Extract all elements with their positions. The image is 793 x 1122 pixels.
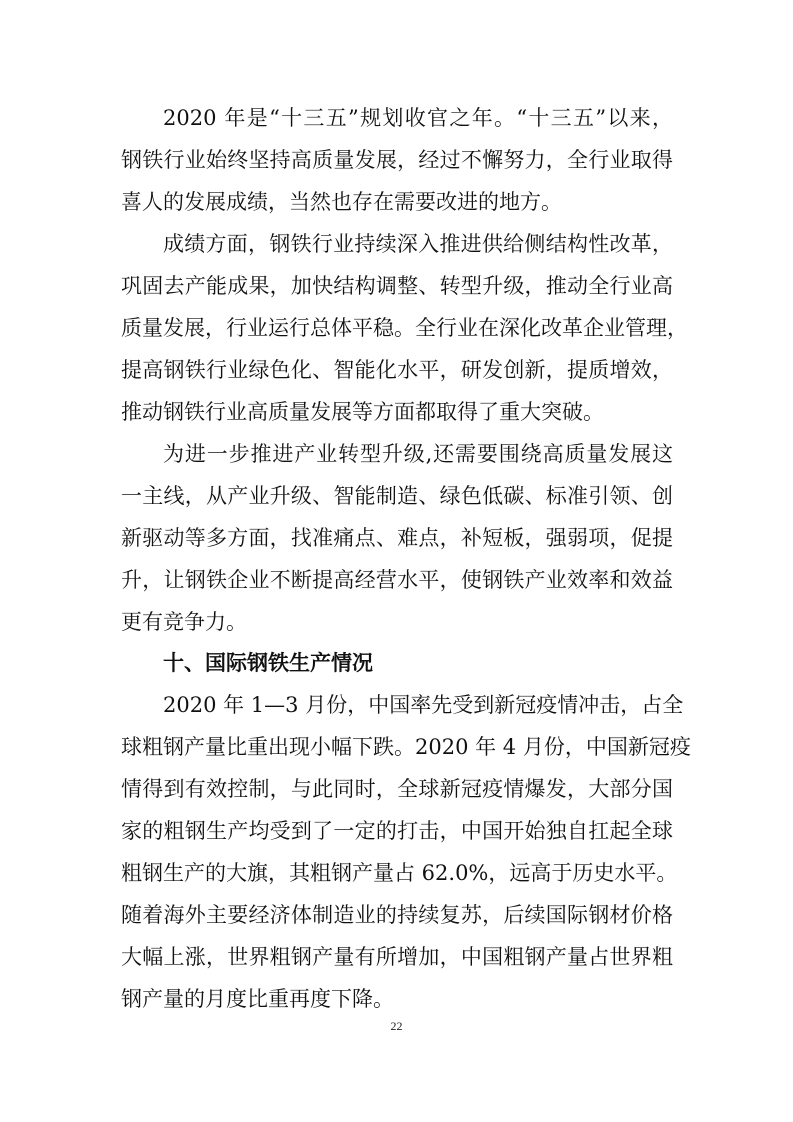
page-number: 22 — [390, 1019, 403, 1033]
section-paragraph-line-5: 粗钢生产的大旗，其粗钢产量占 62.0%，远高于历史水平。 — [121, 861, 678, 885]
paragraph-3-line-1: 为进一步推进产业转型升级,还需要围绕高质量发展这 — [163, 442, 673, 466]
paragraph-3-line-3: 新驱动等多方面，找准痛点、难点，补短板，强弱项，促提 — [121, 526, 673, 550]
paragraph-2-line-3: 质量发展，行业运行总体平稳。全行业在深化改革企业管理， — [121, 316, 688, 340]
paragraph-2-line-4: 提高钢铁行业绿色化、智能化水平，研发创新，提质增效， — [121, 358, 673, 382]
paragraph-1-line-2: 钢铁行业始终坚持高质量发展，经过不懈努力，全行业取得 — [121, 148, 673, 172]
section-heading: 十、国际钢铁生产情况 — [163, 651, 373, 675]
paragraph-2-line-5: 推动钢铁行业高质量发展等方面都取得了重大突破。 — [121, 400, 604, 424]
paragraph-1-line-1: 2020 年是“十三五”规划收官之年。“十三五”以来， — [163, 106, 673, 130]
paragraph-2-line-1: 成绩方面，钢铁行业持续深入推进供给侧结构性改革， — [163, 232, 673, 256]
paragraph-1-line-3: 喜人的发展成绩，当然也存在需要改进的地方。 — [121, 190, 562, 214]
section-paragraph-line-3: 情得到有效控制，与此同时，全球新冠疫情爆发，大部分国 — [121, 777, 673, 801]
section-paragraph-line-2: 球粗钢产量比重出现小幅下跌。2020 年 4 月份，中国新冠疫 — [121, 735, 691, 759]
paragraph-2-line-2: 巩固去产能成果，加快结构调整、转型升级，推动全行业高 — [121, 274, 673, 298]
paragraph-3-line-4: 升，让钢铁企业不断提高经营水平，使钢铁产业效率和效益 — [121, 568, 673, 592]
section-paragraph-line-4: 家的粗钢生产均受到了一定的打击，中国开始独自扛起全球 — [121, 819, 673, 843]
paragraph-3-line-5: 更有竞争力。 — [121, 610, 247, 634]
section-paragraph-line-8: 钢产量的月度比重再度下降。 — [121, 987, 394, 1011]
section-paragraph-line-1: 2020 年 1—3 月份，中国率先受到新冠疫情冲击，占全 — [163, 693, 684, 717]
section-paragraph-line-6: 随着海外主要经济体制造业的持续复苏，后续国际钢材价格 — [121, 903, 673, 927]
paragraph-3-line-2: 一主线，从产业升级、智能制造、绿色低碳、标准引领、创 — [121, 484, 673, 508]
section-paragraph-line-7: 大幅上涨，世界粗钢产量有所增加，中国粗钢产量占世界粗 — [121, 945, 673, 969]
